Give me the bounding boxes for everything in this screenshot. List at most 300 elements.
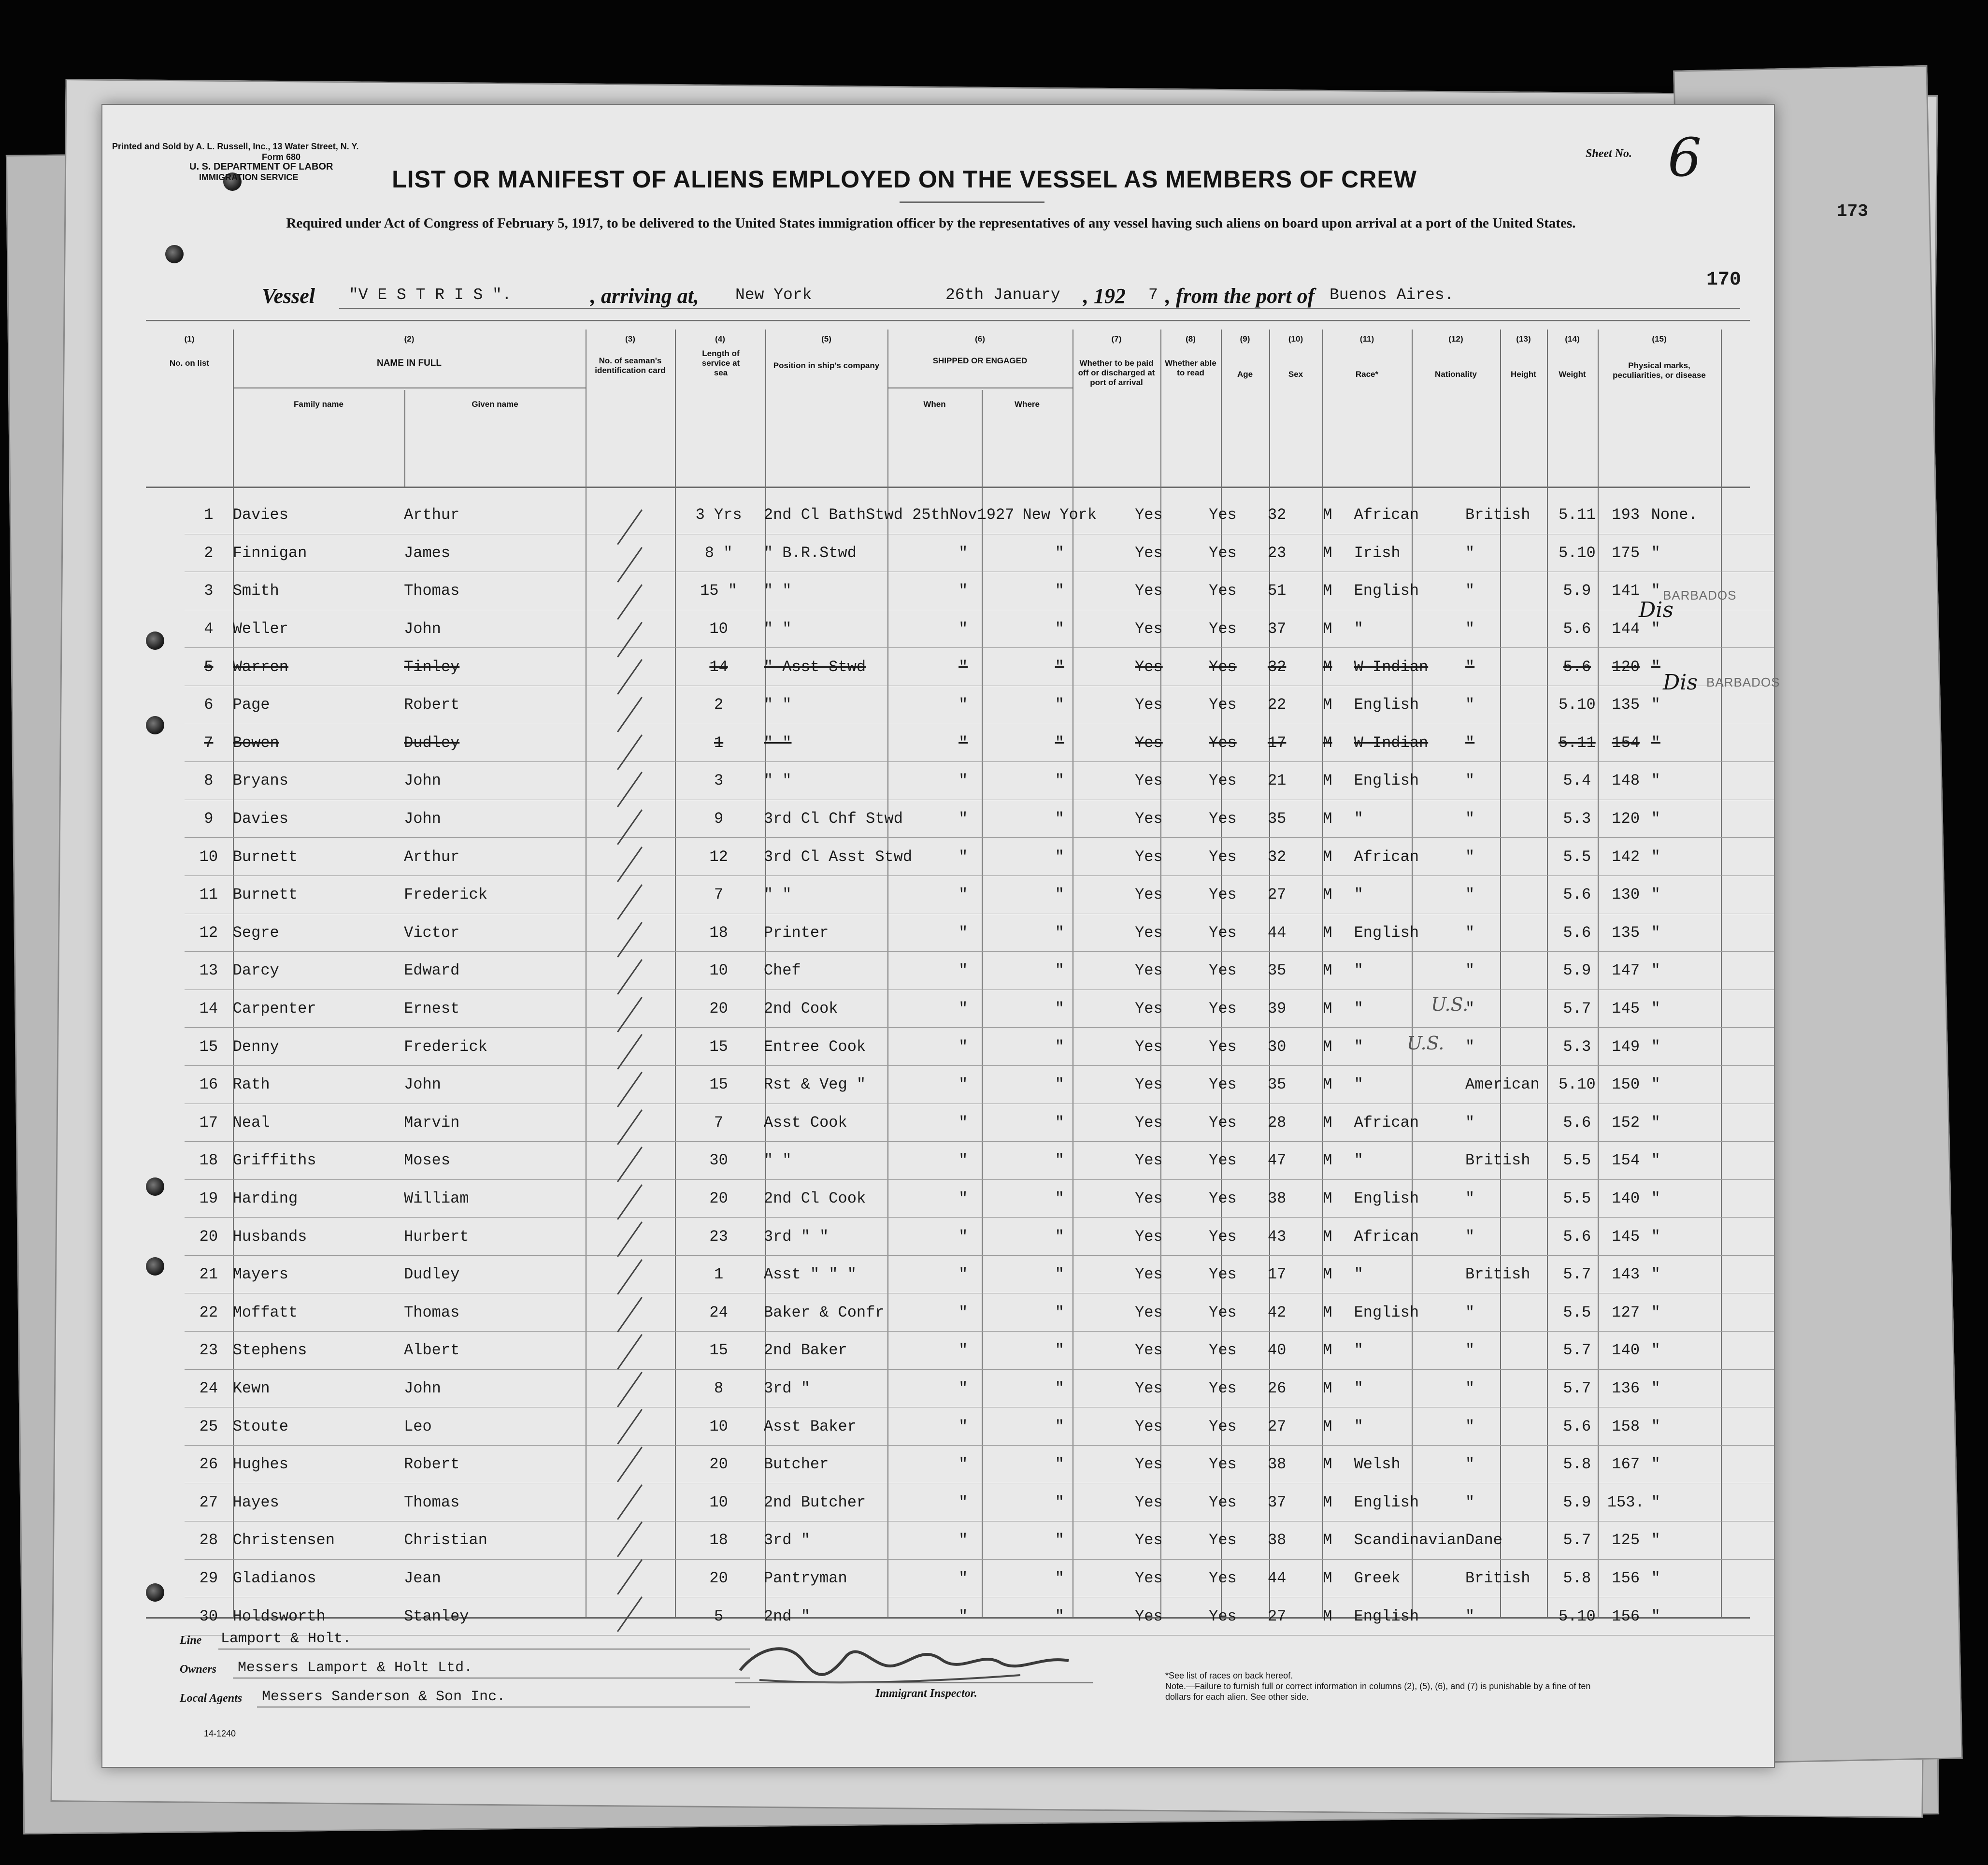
barbados-stamp: BARBADOS — [1663, 588, 1737, 603]
family-name-cell: Burnett — [233, 875, 404, 914]
service-length-cell: 7 — [673, 1104, 764, 1142]
height-cell: 5.11 — [1554, 496, 1601, 534]
family-name-cell: Finnigan — [233, 534, 404, 572]
table-row — [185, 1369, 1774, 1407]
given-name-cell: William — [404, 1179, 585, 1218]
punch-hole — [146, 1177, 164, 1196]
position-cell: 2nd Butcher — [764, 1483, 912, 1521]
paid-off-cell: Yes — [1105, 1065, 1192, 1104]
age-cell: 47 — [1253, 1142, 1301, 1180]
service-length-cell: 7 — [673, 875, 764, 914]
table-row — [185, 572, 1774, 610]
id-card-cell — [585, 610, 673, 648]
race-cell: English — [1354, 572, 1465, 610]
age-cell: 35 — [1253, 952, 1301, 990]
family-name-cell: Harding — [233, 1179, 404, 1218]
service-length-cell: 24 — [673, 1293, 764, 1332]
able-to-read-cell: Yes — [1193, 990, 1253, 1028]
physical-marks-cell: " — [1651, 1369, 1774, 1407]
weight-cell: 148 — [1601, 762, 1651, 800]
physical-marks-cell: " — [1651, 1483, 1774, 1521]
service-length-cell: 15 — [673, 1028, 764, 1066]
shipped-where-cell: " — [1014, 1597, 1105, 1635]
position-cell: 2nd Cl BathStwd — [764, 496, 912, 534]
family-name-cell: Carpenter — [233, 990, 404, 1028]
paid-off-cell: Yes — [1105, 1332, 1192, 1370]
position-cell: Butcher — [764, 1445, 912, 1483]
col8-number: (8) — [1186, 334, 1196, 344]
paid-off-cell: Yes — [1105, 1255, 1192, 1293]
sex-cell: M — [1301, 762, 1354, 800]
paid-off-cell: Yes — [1105, 724, 1192, 762]
sex-cell: M — [1301, 1407, 1354, 1446]
shipped-when-cell: " — [912, 838, 1014, 876]
position-cell: " " — [764, 724, 912, 762]
family-name-cell: Husbands — [233, 1218, 404, 1256]
table-row — [185, 952, 1774, 990]
col1-number: (1) — [184, 334, 195, 344]
form-number: Form 680 — [262, 152, 301, 162]
shipped-when-cell: 25thNov1927 — [912, 496, 1014, 534]
physical-marks-cell: " — [1651, 875, 1774, 914]
year-suffix: 7 — [1148, 286, 1158, 304]
physical-marks-cell: " — [1651, 1028, 1774, 1066]
table-row — [185, 1445, 1774, 1483]
height-cell: 5.7 — [1554, 990, 1601, 1028]
race-cell: " — [1354, 610, 1465, 648]
height-cell: 5.6 — [1554, 1407, 1601, 1446]
family-name-cell: Rath — [233, 1065, 404, 1104]
weight-cell: 175 — [1601, 534, 1651, 572]
paid-off-cell: Yes — [1105, 1369, 1192, 1407]
sex-cell: M — [1301, 1218, 1354, 1256]
sex-cell: M — [1301, 1445, 1354, 1483]
given-name-cell: Ernest — [404, 990, 585, 1028]
physical-marks-cell: None. — [1651, 496, 1774, 534]
service-length-cell: 8 — [673, 1369, 764, 1407]
id-card-cell — [585, 1028, 673, 1066]
paid-off-cell: Yes — [1105, 496, 1192, 534]
height-cell: 5.5 — [1554, 1142, 1601, 1180]
paid-off-cell: Yes — [1105, 1293, 1192, 1332]
id-card-cell — [585, 800, 673, 838]
service-length-cell: 1 — [673, 1255, 764, 1293]
nationality-cell: " — [1465, 724, 1554, 762]
table-row — [185, 1559, 1774, 1597]
line-label: Line — [180, 1634, 202, 1647]
weight-cell: 120 — [1601, 648, 1651, 686]
paid-off-cell: Yes — [1105, 1407, 1192, 1446]
sex-cell: M — [1301, 686, 1354, 724]
sex-cell: M — [1301, 496, 1354, 534]
paid-off-cell: Yes — [1105, 1179, 1192, 1218]
shipped-where-cell: " — [1014, 1293, 1105, 1332]
from-port-label: , from the port of — [1165, 284, 1315, 308]
physical-marks-cell: " — [1651, 1104, 1774, 1142]
id-card-cell — [585, 1293, 673, 1332]
col12-number: (12) — [1448, 334, 1463, 344]
able-to-read-cell: Yes — [1193, 1483, 1253, 1521]
id-card-cell — [585, 686, 673, 724]
height-cell: 5.6 — [1554, 875, 1601, 914]
family-name-cell: Denny — [233, 1028, 404, 1066]
able-to-read-cell: Yes — [1193, 1255, 1253, 1293]
physical-marks-cell: " — [1651, 1255, 1774, 1293]
vessel-underline — [339, 308, 1740, 309]
sex-cell: M — [1301, 1293, 1354, 1332]
weight-cell: 136 — [1601, 1369, 1651, 1407]
nationality-cell: " — [1465, 952, 1554, 990]
height-cell: 5.10 — [1554, 1065, 1601, 1104]
service-length-cell: 3 Yrs — [673, 496, 764, 534]
height-cell: 5.8 — [1554, 1445, 1601, 1483]
shipped-when-cell: " — [912, 724, 1014, 762]
penalty-note: Note.—Failure to furnish full or correct information in columns (2), (5), (6), and (7) is punishable by a fine of ten dollars for each alien. See other side. — [1165, 1681, 1591, 1702]
id-card-cell — [585, 1218, 673, 1256]
races-note: *See list of races on back hereof. — [1165, 1671, 1293, 1680]
position-cell: Printer — [764, 914, 912, 952]
signature-line — [735, 1682, 1093, 1683]
col9-header: Age — [1237, 370, 1253, 379]
table-row — [185, 914, 1774, 952]
physical-marks-cell: " — [1651, 610, 1774, 648]
shipped-when-cell: " — [912, 1255, 1014, 1293]
nationality-cell: British — [1465, 496, 1554, 534]
sex-cell: M — [1301, 990, 1354, 1028]
family-name-cell: Mayers — [233, 1255, 404, 1293]
nationality-cell: " — [1465, 1369, 1554, 1407]
handwritten-us: U.S. — [1407, 1033, 1445, 1054]
height-cell: 5.3 — [1554, 1028, 1601, 1066]
shipped-where-cell: " — [1014, 1407, 1105, 1446]
given-name-cell: Arthur — [404, 838, 585, 876]
col15-number: (15) — [1652, 334, 1667, 344]
punch-hole — [146, 1257, 164, 1276]
department: U. S. DEPARTMENT OF LABOR — [189, 161, 333, 172]
weight-cell: 154 — [1601, 724, 1651, 762]
col6-number: (6) — [975, 334, 985, 344]
header-bottom-border — [146, 487, 1750, 488]
able-to-read-cell: Yes — [1193, 724, 1253, 762]
weight-cell: 143 — [1601, 1255, 1651, 1293]
able-to-read-cell: Yes — [1193, 1521, 1253, 1560]
nationality-cell: " — [1465, 1597, 1554, 1635]
col3-header: No. of seaman's identification card — [595, 356, 666, 375]
service-length-cell: 20 — [673, 990, 764, 1028]
physical-marks-cell: " — [1651, 724, 1774, 762]
paid-off-cell: Yes — [1105, 534, 1192, 572]
family-name-cell: Griffiths — [233, 1142, 404, 1180]
race-cell: Scandinavian — [1354, 1521, 1465, 1560]
age-cell: 51 — [1253, 572, 1301, 610]
shipped-when-cell: " — [912, 1142, 1014, 1180]
name-subheader-rule — [233, 387, 586, 388]
shipped-when-cell: " — [912, 1179, 1014, 1218]
service-length-cell: 8 " — [673, 534, 764, 572]
shipped-where-cell: " — [1014, 610, 1105, 648]
position-cell: 3rd Cl Asst Stwd — [764, 838, 912, 876]
physical-marks-cell: " — [1651, 1559, 1774, 1597]
table-row — [185, 1521, 1774, 1560]
age-cell: 17 — [1253, 724, 1301, 762]
paid-off-cell: Yes — [1105, 914, 1192, 952]
col2a-header: Family name — [294, 400, 343, 409]
age-cell: 27 — [1253, 1597, 1301, 1635]
able-to-read-cell: Yes — [1193, 1179, 1253, 1218]
row-number-cell: 8 — [185, 762, 233, 800]
able-to-read-cell: Yes — [1193, 1293, 1253, 1332]
col14-header: Weight — [1559, 370, 1586, 379]
physical-marks-cell: " — [1651, 1521, 1774, 1560]
age-cell: 26 — [1253, 1369, 1301, 1407]
weight-cell: 158 — [1601, 1407, 1651, 1446]
row-number-cell: 19 — [185, 1179, 233, 1218]
able-to-read-cell: Yes — [1193, 800, 1253, 838]
race-cell: English — [1354, 1179, 1465, 1218]
id-card-cell — [585, 1142, 673, 1180]
col6a-header: When — [923, 400, 946, 409]
physical-marks-cell: " — [1651, 914, 1774, 952]
row-number-cell: 4 — [185, 610, 233, 648]
race-cell: African — [1354, 496, 1465, 534]
col1-header: No. on list — [169, 359, 210, 368]
table-row — [185, 1483, 1774, 1521]
shipped-where-cell: " — [1014, 1179, 1105, 1218]
position-cell: " B.R.Stwd — [764, 534, 912, 572]
col6-header: SHIPPED OR ENGAGED — [932, 356, 1028, 365]
family-name-cell: Holdsworth — [233, 1597, 404, 1635]
table-row — [185, 1142, 1774, 1180]
table-row — [185, 1179, 1774, 1218]
given-name-cell: Robert — [404, 686, 585, 724]
given-name-cell: Victor — [404, 914, 585, 952]
height-cell: 5.6 — [1554, 648, 1601, 686]
physical-marks-cell: " — [1651, 1332, 1774, 1370]
given-name-cell: Robert — [404, 1445, 585, 1483]
age-cell: 32 — [1253, 838, 1301, 876]
title-rule — [900, 201, 1044, 203]
race-cell: W Indian — [1354, 648, 1465, 686]
race-cell: English — [1354, 762, 1465, 800]
height-cell: 5.8 — [1554, 1559, 1601, 1597]
id-card-cell — [585, 724, 673, 762]
physical-marks-cell: " — [1651, 1597, 1774, 1635]
age-cell: 44 — [1253, 1559, 1301, 1597]
id-card-cell — [585, 1104, 673, 1142]
race-cell: English — [1354, 1293, 1465, 1332]
paid-off-cell: Yes — [1105, 762, 1192, 800]
race-cell: African — [1354, 1104, 1465, 1142]
nationality-cell: " — [1465, 1179, 1554, 1218]
id-card-cell — [585, 762, 673, 800]
race-cell: English — [1354, 1483, 1465, 1521]
paid-off-cell: Yes — [1105, 648, 1192, 686]
height-cell: 5.3 — [1554, 800, 1601, 838]
printer-credit: Printed and Sold by A. L. Russell, Inc., 13 Water Street, N. Y. — [112, 142, 359, 151]
service-length-cell: 10 — [673, 1483, 764, 1521]
shipped-when-cell: " — [912, 1407, 1014, 1446]
age-cell: 38 — [1253, 1445, 1301, 1483]
col7-header: Whether to be paid off or discharged at port of arrival — [1078, 359, 1155, 387]
service-length-cell: 15 — [673, 1065, 764, 1104]
service-length-cell: 2 — [673, 686, 764, 724]
service-length-cell: 10 — [673, 610, 764, 648]
row-number-cell: 23 — [185, 1332, 233, 1370]
service-length-cell: 14 — [673, 648, 764, 686]
nationality-cell: American — [1465, 1065, 1554, 1104]
row-number-cell: 14 — [185, 990, 233, 1028]
shipped-where-cell: " — [1014, 1483, 1105, 1521]
able-to-read-cell: Yes — [1193, 1445, 1253, 1483]
page-subtitle: Required under Act of Congress of February 5, 1917, to be delivered to the United States immigration officer by the representatives of any vessel having such aliens on board upon arrival at a port of the United States. — [286, 215, 1576, 231]
id-card-cell — [585, 914, 673, 952]
family-name-cell: Warren — [233, 648, 404, 686]
col11-number: (11) — [1359, 334, 1374, 344]
nationality-cell: " — [1465, 800, 1554, 838]
family-name-cell: Davies — [233, 800, 404, 838]
sex-cell: M — [1301, 914, 1354, 952]
shipped-where-cell: " — [1014, 1521, 1105, 1560]
height-cell: 5.7 — [1554, 1369, 1601, 1407]
position-cell: Baker & Confr — [764, 1293, 912, 1332]
weight-cell: 149 — [1601, 1028, 1651, 1066]
shipped-when-cell: " — [912, 800, 1014, 838]
age-cell: 21 — [1253, 762, 1301, 800]
height-cell: 5.4 — [1554, 762, 1601, 800]
shipped-when-cell: " — [912, 762, 1014, 800]
family-name-cell: Smith — [233, 572, 404, 610]
shipped-when-cell: " — [912, 686, 1014, 724]
shipped-when-cell: " — [912, 990, 1014, 1028]
table-row — [185, 838, 1774, 876]
col14-number: (14) — [1565, 334, 1580, 344]
col5-number: (5) — [821, 334, 831, 344]
id-card-cell — [585, 1065, 673, 1104]
col11-header: Race* — [1355, 370, 1379, 379]
physical-marks-cell: " — [1651, 1142, 1774, 1180]
race-cell: " — [1354, 1255, 1465, 1293]
given-name-cell: Christian — [404, 1521, 585, 1560]
age-cell: 27 — [1253, 875, 1301, 914]
family-name-cell: Moffatt — [233, 1293, 404, 1332]
page-number-upper: 173 — [1837, 201, 1868, 221]
nationality-cell: " — [1465, 572, 1554, 610]
family-name-cell: Bryans — [233, 762, 404, 800]
race-cell: " — [1354, 800, 1465, 838]
physical-marks-cell: " — [1651, 838, 1774, 876]
race-cell: Greek — [1354, 1559, 1465, 1597]
row-number-cell: 28 — [185, 1521, 233, 1560]
age-cell: 35 — [1253, 1065, 1301, 1104]
family-name-cell: Weller — [233, 610, 404, 648]
given-name-cell: Edward — [404, 952, 585, 990]
weight-cell: 153. — [1601, 1483, 1651, 1521]
punch-hole — [165, 245, 184, 263]
shipped-where-cell: " — [1014, 1104, 1105, 1142]
col2-number: (2) — [404, 334, 415, 344]
shipped-where-cell: " — [1014, 1255, 1105, 1293]
punch-hole — [146, 716, 164, 734]
row-number-cell: 3 — [185, 572, 233, 610]
inspector-label: Immigrant Inspector. — [875, 1687, 977, 1700]
table-row — [185, 724, 1774, 762]
age-cell: 23 — [1253, 534, 1301, 572]
service-length-cell: 10 — [673, 952, 764, 990]
race-cell: " — [1354, 1332, 1465, 1370]
table-row — [185, 1104, 1774, 1142]
height-cell: 5.6 — [1554, 1218, 1601, 1256]
physical-marks-cell: " — [1651, 534, 1774, 572]
given-name-cell: Albert — [404, 1332, 585, 1370]
service-name: IMMIGRATION SERVICE — [199, 172, 299, 182]
shipped-where-cell: " — [1014, 572, 1105, 610]
from-port: Buenos Aires. — [1330, 286, 1454, 304]
sheet-label: Sheet No. — [1586, 147, 1632, 160]
paid-off-cell: Yes — [1105, 1521, 1192, 1560]
shipped-when-cell: " — [912, 952, 1014, 990]
weight-cell: 147 — [1601, 952, 1651, 990]
table-row — [185, 1407, 1774, 1446]
id-card-cell — [585, 875, 673, 914]
col8-header: Whether able to read — [1165, 359, 1216, 377]
table-row — [185, 686, 1774, 724]
shipped-when-cell: " — [912, 1332, 1014, 1370]
shipped-when-cell: " — [912, 572, 1014, 610]
nationality-cell: " — [1465, 838, 1554, 876]
shipped-when-cell: " — [912, 1483, 1014, 1521]
family-name-cell: Page — [233, 686, 404, 724]
shipped-when-cell: " — [912, 610, 1014, 648]
family-name-cell: Bowen — [233, 724, 404, 762]
family-name-cell: Burnett — [233, 838, 404, 876]
height-cell: 5.9 — [1554, 572, 1601, 610]
given-name-cell: John — [404, 762, 585, 800]
weight-cell: 145 — [1601, 1218, 1651, 1256]
shipped-where-cell: " — [1014, 648, 1105, 686]
given-name-cell: Thomas — [404, 1293, 585, 1332]
able-to-read-cell: Yes — [1193, 1332, 1253, 1370]
able-to-read-cell: Yes — [1193, 1407, 1253, 1446]
id-card-cell — [585, 952, 673, 990]
given-name-cell: Tinley — [404, 648, 585, 686]
row-number-cell: 30 — [185, 1597, 233, 1635]
race-cell: " — [1354, 1142, 1465, 1180]
nationality-cell: " — [1465, 610, 1554, 648]
age-cell: 17 — [1253, 1255, 1301, 1293]
given-name-cell: Thomas — [404, 1483, 585, 1521]
able-to-read-cell: Yes — [1193, 914, 1253, 952]
family-name-cell: Kewn — [233, 1369, 404, 1407]
position-cell: " " — [764, 686, 912, 724]
paid-off-cell: Yes — [1105, 1597, 1192, 1635]
position-cell: 3rd " — [764, 1369, 912, 1407]
able-to-read-cell: Yes — [1193, 1142, 1253, 1180]
height-cell: 5.9 — [1554, 1483, 1601, 1521]
able-to-read-cell: Yes — [1193, 838, 1253, 876]
position-cell: 2nd Baker — [764, 1332, 912, 1370]
sex-cell: M — [1301, 1369, 1354, 1407]
row-number-cell: 6 — [185, 686, 233, 724]
paid-off-cell: Yes — [1105, 1559, 1192, 1597]
given-name-cell: John — [404, 1369, 585, 1407]
row-number-cell: 16 — [185, 1065, 233, 1104]
row-number-cell: 2 — [185, 534, 233, 572]
paid-off-cell: Yes — [1105, 1104, 1192, 1142]
service-length-cell: 18 — [673, 914, 764, 952]
position-cell: Chef — [764, 952, 912, 990]
weight-cell: 145 — [1601, 990, 1651, 1028]
given-name-cell: John — [404, 1065, 585, 1104]
